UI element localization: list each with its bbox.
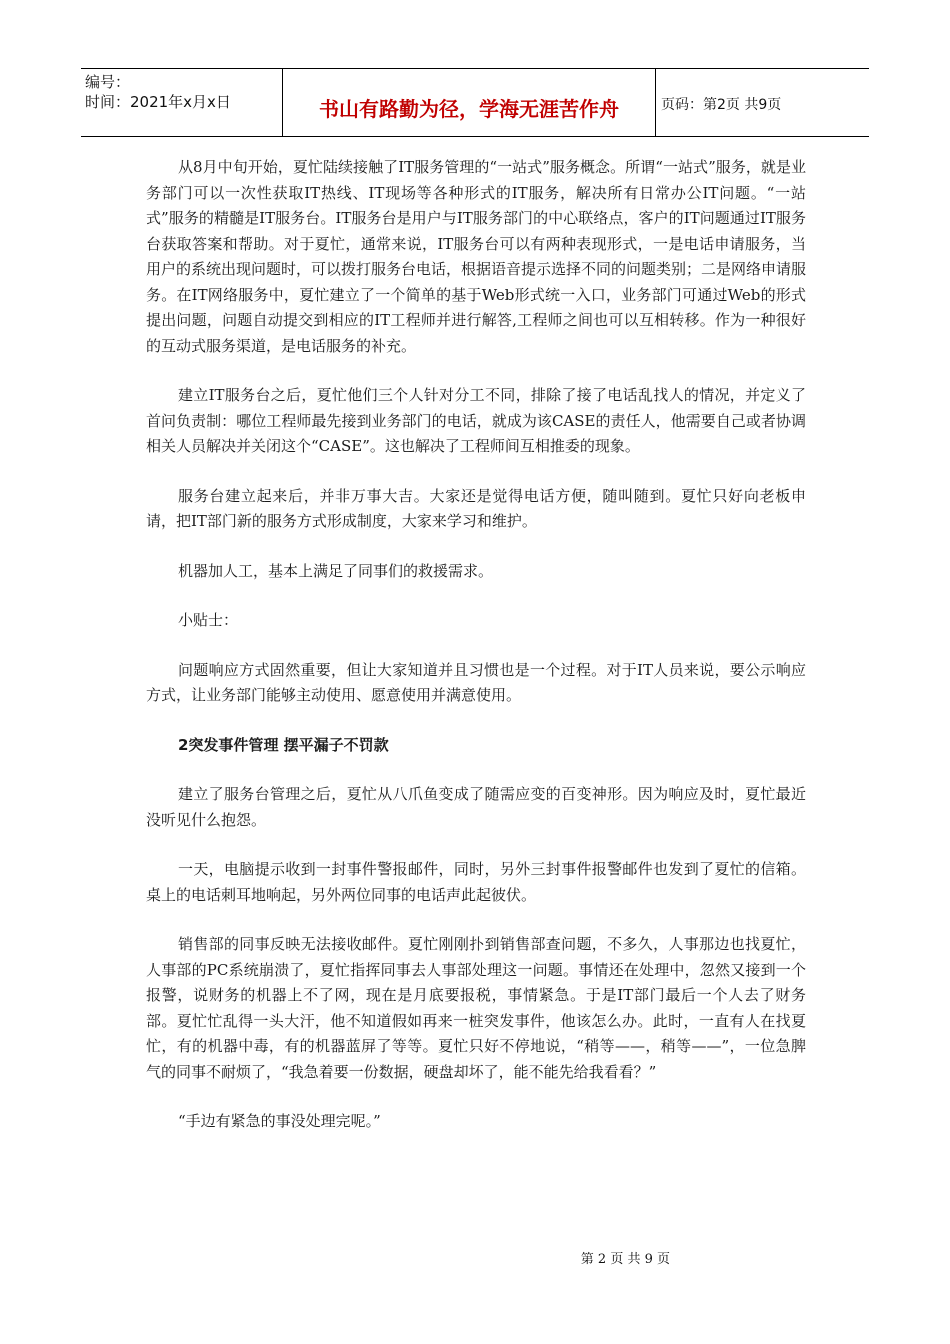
paragraph: 建立了服务台管理之后，夏忙从八爪鱼变成了随需应变的百变神形。因为响应及时，夏忙最近没听见什么抱怨。 [146,785,806,829]
paragraph: “手边有紧急的事没处理完呢。” [178,1112,381,1130]
header-motto-cell [283,69,656,136]
header-motto: 书山有路勤为径，学海无涯苦作舟 [319,97,619,121]
number-label: 编号： [85,73,131,91]
paragraph: 建立IT服务台之后，夏忙他们三个人针对分工不同，排除了接了电话乱找人的情况，并定义了首问负责制：哪位工程师最先接到业务部门的电话，就成为该CASE的责任人，他需要自己或者协调相关人员解决并关闭这个“CASE”。这也解决了工程师间互相推委的现象。 [146,386,806,455]
section-heading: 2突发事件管理 摆平漏子不罚款 [178,735,389,754]
header-meta [81,69,283,136]
paragraph: 小贴士： [178,611,239,629]
paragraph: 一天，电脑提示收到一封事件警报邮件，同时，另外三封事件报警邮件也发到了夏忙的信箱。桌上的电话刺耳地响起，另外两位同事的电话声此起彼伏。 [146,860,806,904]
paragraph: 销售部的同事反映无法接收邮件。夏忙刚刚扑到销售部查问题，不多久，人事那边也找夏忙，人事部的PC系统崩溃了，夏忙指挥同事去人事部处理这一问题。事情还在处理中，忽然又接到一个报警，说财务的机器上不了网，现在是月底要报税，事情紧急。于是IT部门最后一个人去了财务部。夏忙忙乱得一头大汗，他不知道假如再来一桩突发事件，他该怎么办。此时，一直有人在找夏忙，有的机器中毒，有的机器蓝屏了等等。夏忙只好不停地说，“稍等——，稍等——”，一位急脾气的同事不耐烦了，“我急着要一份数据，硬盘却坏了，能不能先给我看看？” [146,935,806,1081]
paragraph: 问题响应方式固然重要，但让大家知道并且习惯也是一个过程。对于IT人员来说，要公示响应方式，让业务部门能够主动使用、愿意使用并满意使用。 [146,660,806,704]
page-info: 页码：第2页 共9页 [661,97,782,113]
paragraph: 服务台建立起来后，并非万事大吉。大家还是觉得电话方便，随叫随到。夏忙只好向老板申请，把IT部门新的服务方式形成制度，大家来学习和维护。 [146,486,806,530]
page-footer [0,1248,950,1267]
document-body [146,155,806,1159]
footer-page-number: 第 2 页 共 9 页 [580,1252,670,1267]
time-label: 时间：2021年x月x日 [85,93,231,111]
document-header [81,68,869,137]
paragraph: 机器加人工，基本上满足了同事们的救援需求。 [178,561,494,580]
paragraph: 从8月中旬开始，夏忙陆续接触了IT服务管理的“一站式”服务概念。所谓“一站式”服务，就是业务部门可以一次性获取IT热线、IT现场等各种形式的IT服务，解决所有日常办公IT问题。“一站式”服务的精髓是IT服务台。IT服务台是用户与IT服务部门的中心联络点，客户的IT问题通过IT服务台获取答案和帮助。对于夏忙，通常来说，IT服务台可以有两种表现形式，一是电话申请服务，当用户的系统出现问题时，可以拨打服务台电话，根据语音提示选择不同的问题类别；二是网络申请服务。在IT网络服务中，夏忙建立了一个简单的基于Web形式统一入口，业务部门可通过Web的形式提出问题，问题自动提交到相应的IT工程师并进行解答,工程师之间也可以互相转移。作为一种很好的互动式服务渠道，是电话服务的补充。 [146,158,807,355]
